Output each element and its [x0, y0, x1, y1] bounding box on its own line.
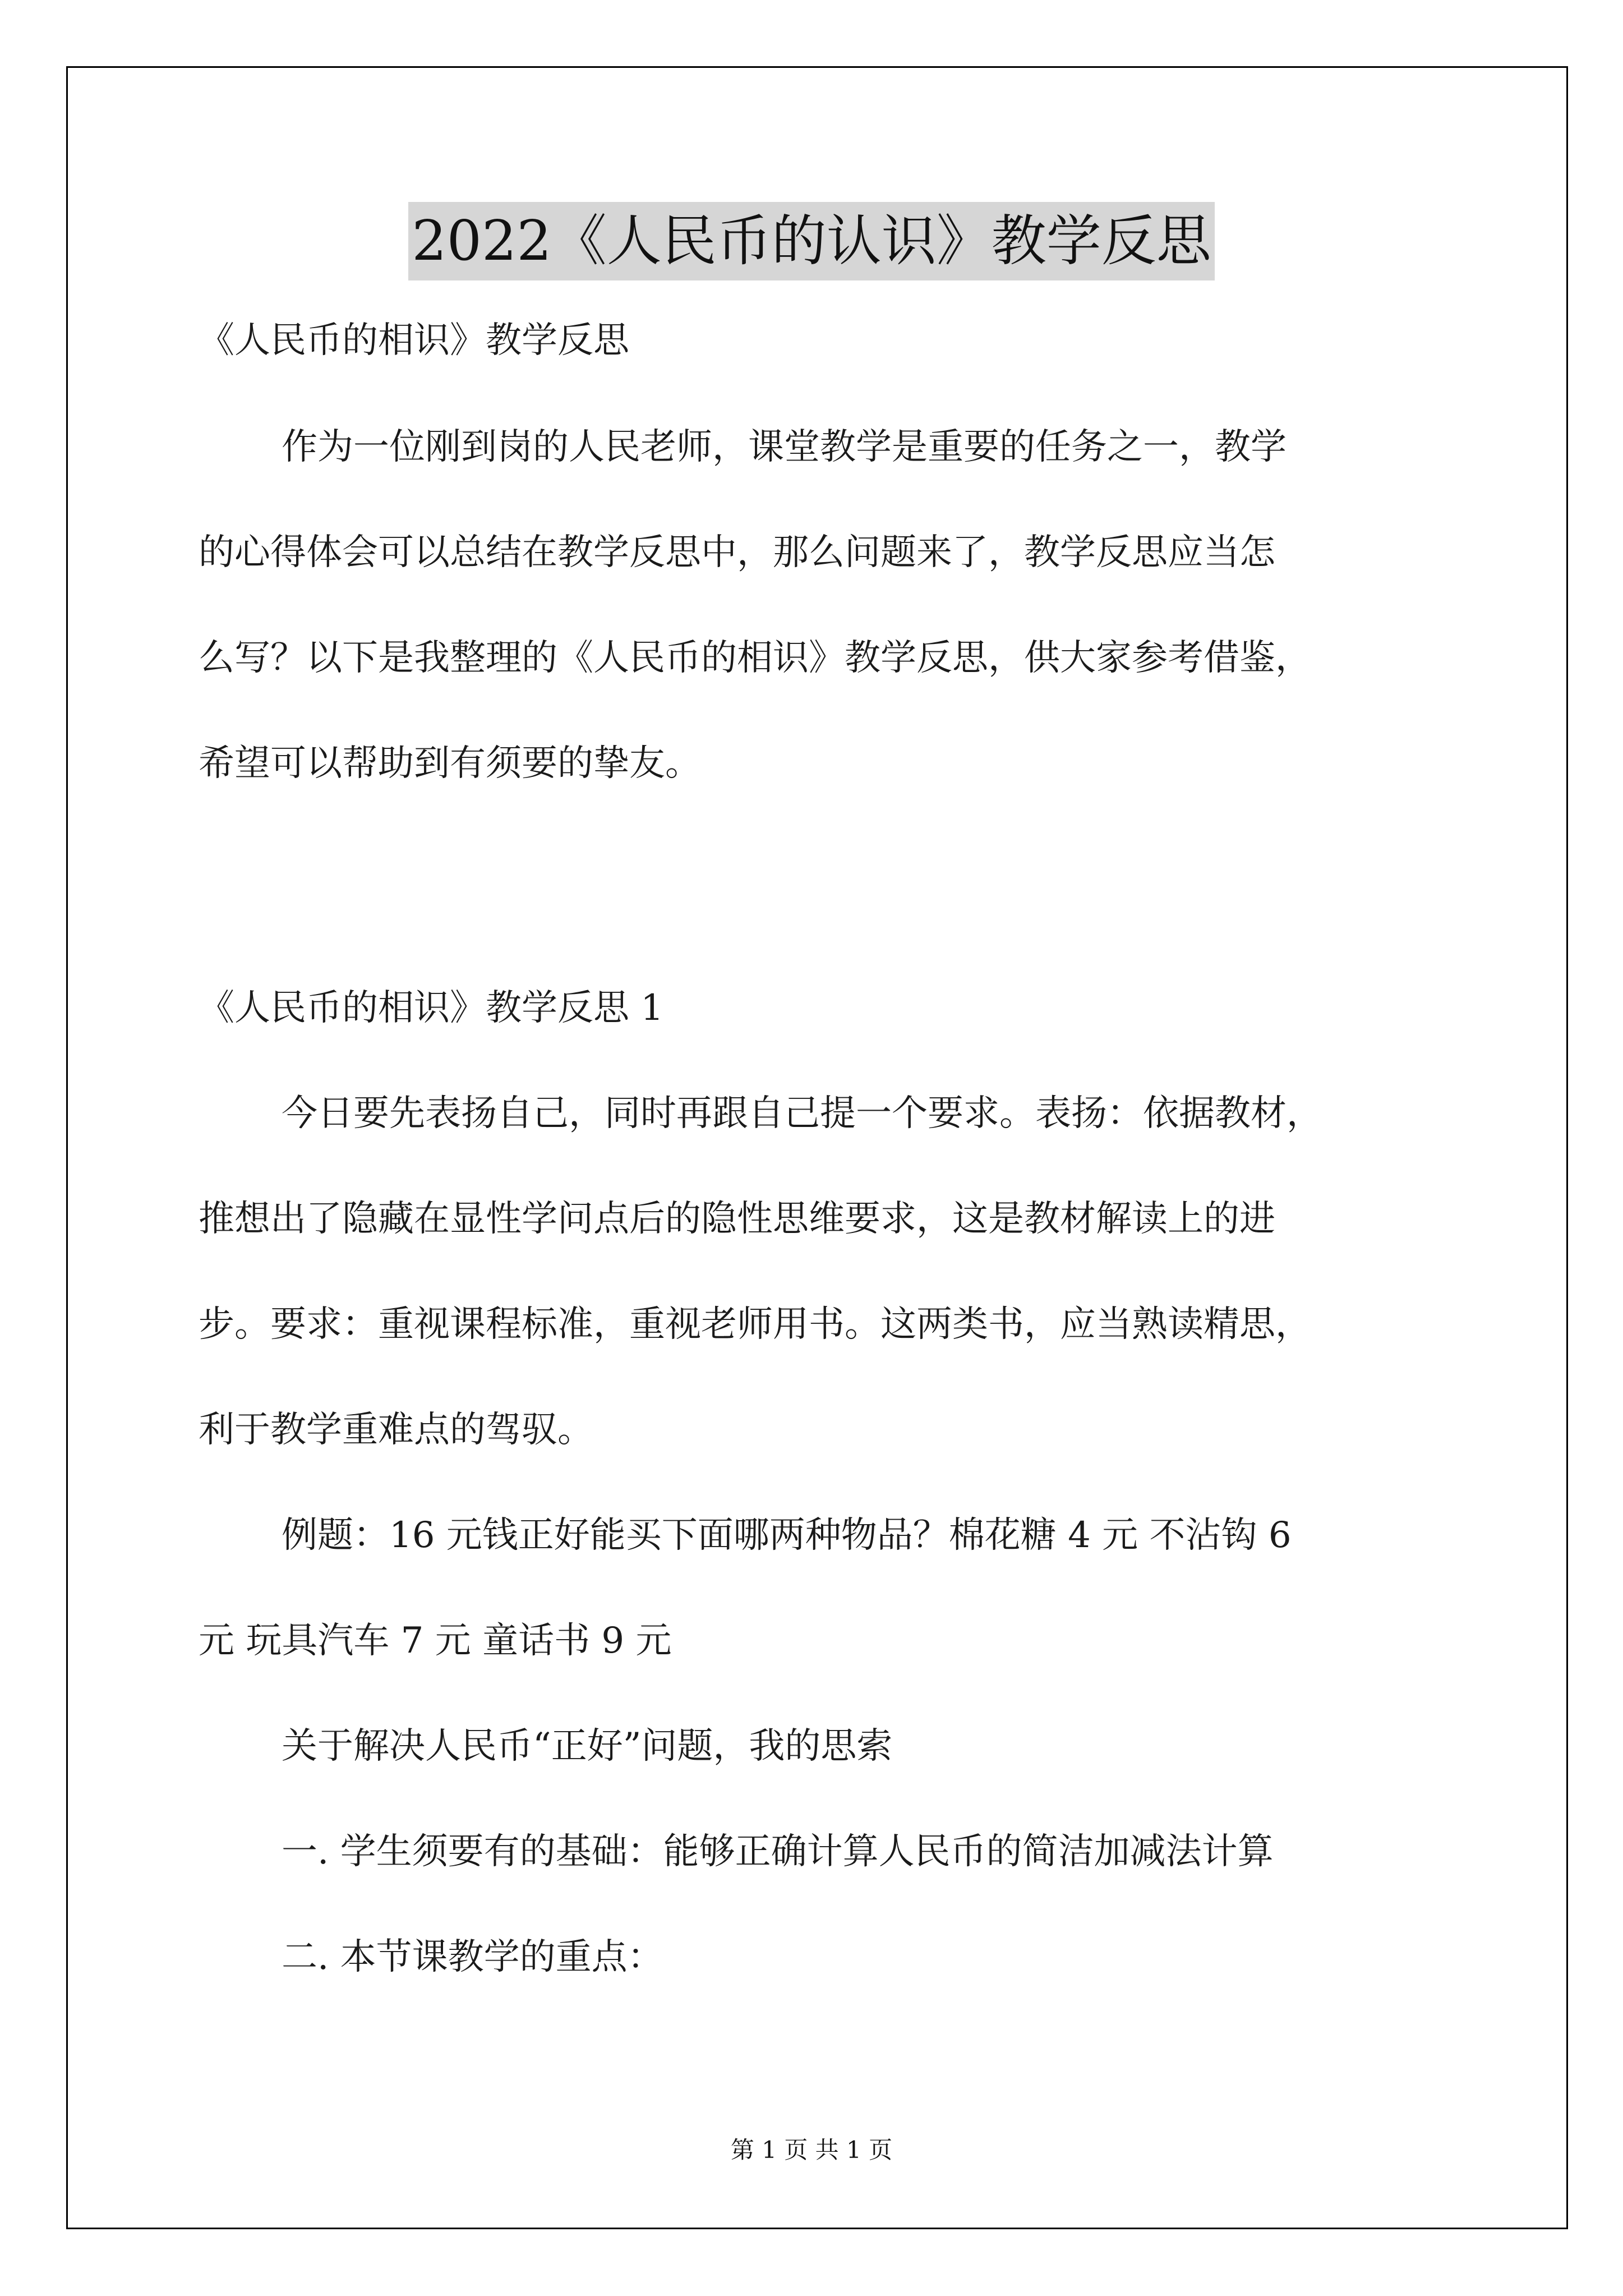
- title-container: [0, 202, 1623, 280]
- section-heading: 《人民币的相识》教学反思: [199, 320, 629, 361]
- paragraph-line: 步。要求：重视课程标准，重视老师用书。这两类书，应当熟读精思，: [199, 1304, 1311, 1345]
- paragraph-line: 例题：16 元钱正好能买下面哪两种物品？棉花糖 4 元 不沾钩 6: [282, 1515, 1292, 1556]
- paragraph-line: 利于教学重难点的驾驭。: [199, 1409, 593, 1451]
- paragraph-line: 希望可以帮助到有须要的挚友。: [199, 743, 701, 784]
- paragraph-line: 推想出了隐藏在显性学问点后的隐性思维要求，这是教材解读上的进: [199, 1198, 1275, 1240]
- page-footer: 第 1 页 共 1 页: [730, 2136, 893, 2164]
- paragraph-line: 关于解决人民币“正好”问题，我的思索: [282, 1726, 893, 1767]
- paragraph-line: 作为一位刚到岗的人民老师，课堂教学是重要的任务之一，教学: [282, 426, 1287, 468]
- paragraph-line: 今日要先表扬自己，同时再跟自己提一个要求。表扬：依据教材，: [282, 1093, 1322, 1134]
- paragraph-line: 么写？以下是我整理的《人民币的相识》教学反思，供大家参考借鉴，: [199, 637, 1311, 679]
- section-heading: 《人民币的相识》教学反思 1: [199, 987, 664, 1029]
- document-title: 2022《人民币的认识》教学反思: [408, 202, 1214, 280]
- paragraph-line: 二. 本节课教学的重点：: [282, 1936, 663, 1978]
- paragraph-line: 的心得体会可以总结在教学反思中，那么问题来了，教学反思应当怎: [199, 532, 1275, 573]
- page-border: [66, 66, 1568, 2229]
- paragraph-line: 元 玩具汽车 7 元 童话书 9 元: [199, 1620, 672, 1662]
- paragraph-line: 一. 学生须要有的基础：能够正确计算人民币的简洁加减法计算: [282, 1831, 1274, 1872]
